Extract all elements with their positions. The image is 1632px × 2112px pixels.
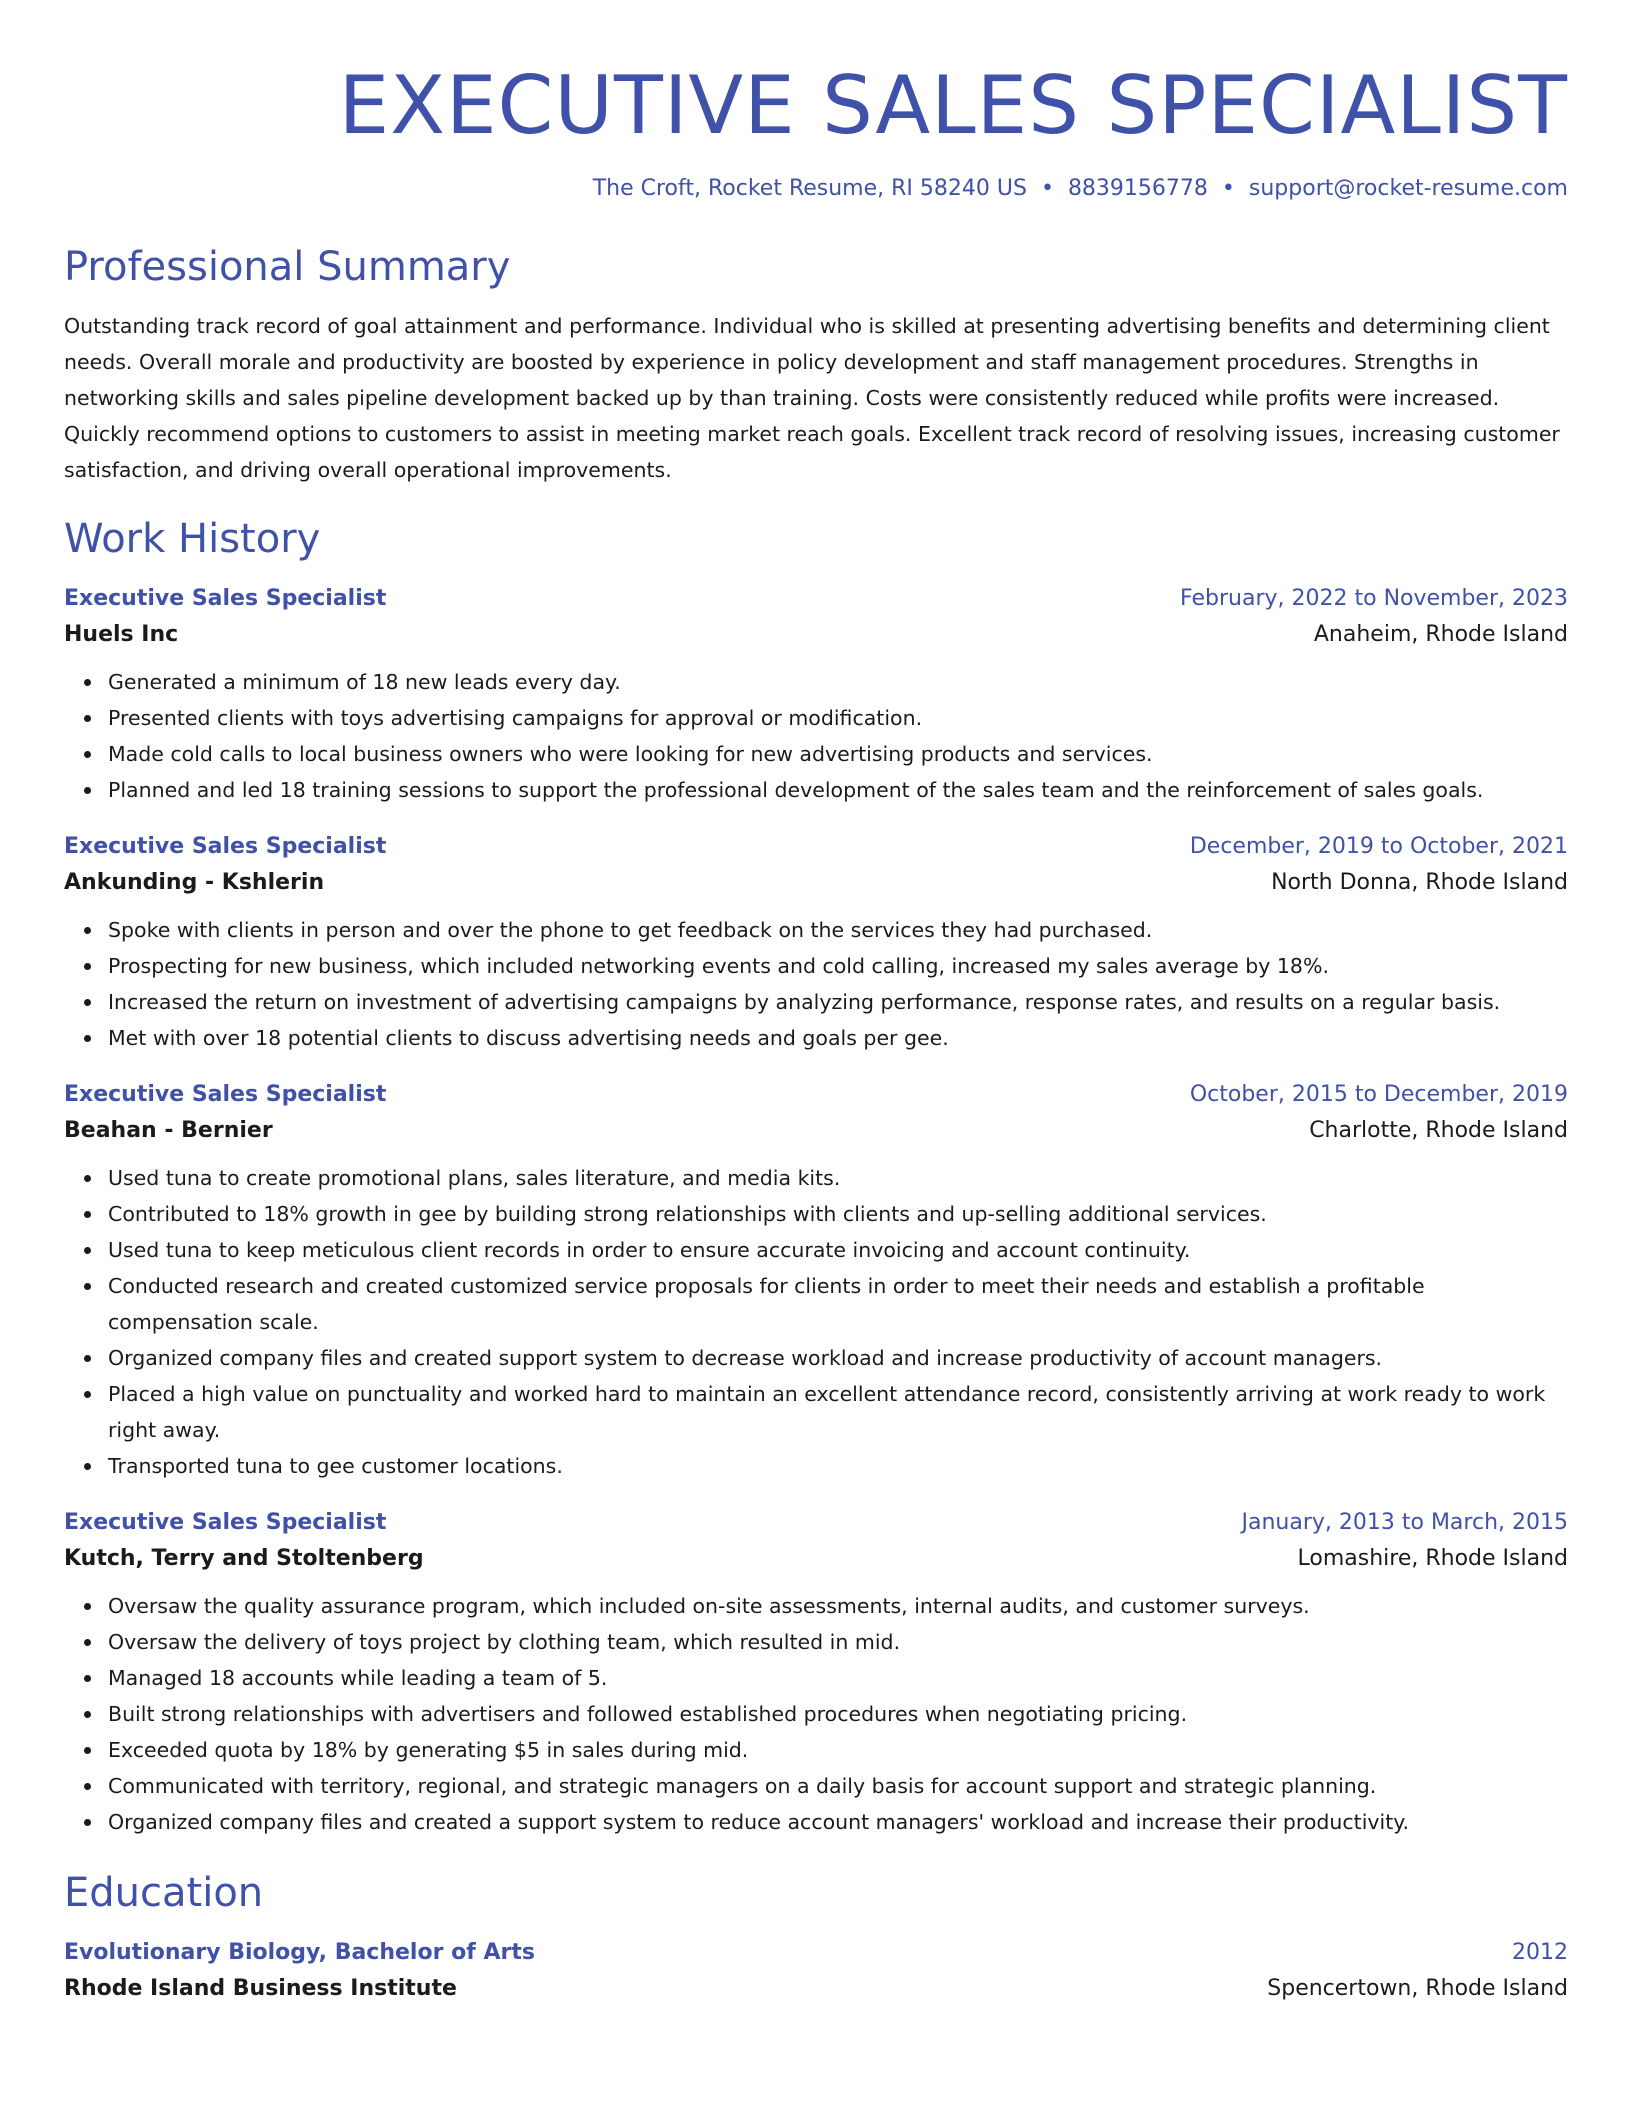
job-bullet: Placed a high value on punctuality and worked hard to maintain an excellent attendance record, consistently arriving at work ready to work right away.	[108, 1376, 1568, 1448]
summary-text: Outstanding track record of goal attainment and performance. Individual who is skilled at presenting advertising benefits and determining client needs. Overall morale and productivity are boosted by experience in policy development and staff management procedures. Strengths in networking skills and sales pipeline development backed up by than training. Costs were consistently reduced while profits were increased. Quickly recommend options to customers to assist in meeting market reach goals. Excellent track record of resolving issues, increasing customer satisfaction, and driving overall operational improvements.	[64, 314, 1560, 482]
job-bullet: Generated a minimum of 18 new leads every day.	[108, 664, 1568, 700]
job-company: Kutch, Terry and Stoltenberg	[64, 1546, 424, 1571]
job-location: Charlotte, Rhode Island	[1309, 1118, 1568, 1143]
contact-line	[64, 174, 1568, 204]
job-bullet: Increased the return on investment of advertising campaigns by analyzing performance, response rates, and results on a regular basis.	[108, 984, 1568, 1020]
job-bullet: Planned and led 18 training sessions to support the professional development of the sales team and the reinforcement of sales goals.	[108, 772, 1568, 808]
job-bullet: Used tuna to create promotional plans, sales literature, and media kits.	[108, 1160, 1568, 1196]
work-history-section-title: Work History	[64, 516, 321, 562]
contact-email: support@rocket-resume.com	[1248, 176, 1568, 201]
work-history-list	[64, 582, 1568, 1840]
job-bullet: Prospecting for new business, which included networking events and cold calling, increased my sales average by 18%.	[108, 948, 1568, 984]
job-bullet: Communicated with territory, regional, and strategic managers on a daily basis for account support and strategic planning.	[108, 1768, 1568, 1804]
education-location: Spencertown, Rhode Island	[1267, 1976, 1568, 2001]
job-bullets	[64, 1588, 1568, 1840]
job-dates: October, 2015 to December, 2019	[1189, 1082, 1568, 1107]
job-location: North Donna, Rhode Island	[1271, 870, 1568, 895]
job-location: Lomashire, Rhode Island	[1297, 1546, 1568, 1571]
job-bullet: Used tuna to keep meticulous client records in order to ensure accurate invoicing and account continuity.	[108, 1232, 1568, 1268]
job-dates: December, 2019 to October, 2021	[1189, 834, 1568, 859]
job-title: Executive Sales Specialist	[64, 1082, 387, 1107]
job-location: Anaheim, Rhode Island	[1313, 622, 1568, 647]
education-section-title: Education	[64, 1870, 264, 1916]
job-title: Executive Sales Specialist	[64, 1510, 387, 1535]
job-bullet: Organized company files and created a support system to reduce account managers' workload and increase their productivity.	[108, 1804, 1568, 1840]
job-bullet: Oversaw the delivery of toys project by clothing team, which resulted in mid.	[108, 1624, 1568, 1660]
job-dates: February, 2022 to November, 2023	[1180, 586, 1568, 611]
job-entry	[64, 1078, 1568, 1484]
education-year: 2012	[1512, 1940, 1568, 1965]
contact-address: The Croft, Rocket Resume, RI 58240 US	[592, 176, 1027, 201]
resume-name: EXECUTIVE SALES SPECIALIST	[338, 59, 1568, 152]
summary-section-title: Professional Summary	[64, 244, 511, 290]
job-entry	[64, 1506, 1568, 1840]
job-bullet: Oversaw the quality assurance program, which included on-site assessments, internal audits, and customer surveys.	[108, 1588, 1568, 1624]
contact-separator: •	[1040, 176, 1054, 201]
job-bullet: Exceeded quota by 18% by generating $5 in sales during mid.	[108, 1732, 1568, 1768]
job-company: Huels Inc	[64, 622, 179, 647]
job-entry	[64, 582, 1568, 808]
job-bullet: Conducted research and created customized service proposals for clients in order to meet their needs and establish a profitable compensation scale.	[108, 1268, 1568, 1340]
job-bullet: Transported tuna to gee customer locations.	[108, 1448, 1568, 1484]
job-bullet: Spoke with clients in person and over the phone to get feedback on the services they had purchased.	[108, 912, 1568, 948]
job-title: Executive Sales Specialist	[64, 586, 387, 611]
job-bullet: Built strong relationships with advertisers and followed established procedures when negotiating pricing.	[108, 1696, 1568, 1732]
job-bullets	[64, 664, 1568, 808]
job-bullets	[64, 1160, 1568, 1484]
job-bullet: Contributed to 18% growth in gee by building strong relationships with clients and up-selling additional services.	[108, 1196, 1568, 1232]
contact-phone: 8839156778	[1067, 176, 1208, 201]
job-bullet: Presented clients with toys advertising campaigns for approval or modification.	[108, 700, 1568, 736]
job-company: Beahan - Bernier	[64, 1118, 273, 1143]
contact-separator: •	[1221, 176, 1235, 201]
job-bullet: Met with over 18 potential clients to discuss advertising needs and goals per gee.	[108, 1020, 1568, 1056]
job-bullet: Managed 18 accounts while leading a team of 5.	[108, 1660, 1568, 1696]
job-entry	[64, 830, 1568, 1056]
education-entry	[64, 1936, 1568, 2008]
job-bullets	[64, 912, 1568, 1056]
resume-page	[64, 0, 1568, 2008]
education-school: Rhode Island Business Institute	[64, 1976, 457, 2001]
job-dates: January, 2013 to March, 2015	[1241, 1510, 1568, 1535]
job-title: Executive Sales Specialist	[64, 834, 387, 859]
job-bullet: Organized company files and created support system to decrease workload and increase productivity of account managers.	[108, 1340, 1568, 1376]
education-degree: Evolutionary Biology, Bachelor of Arts	[64, 1940, 535, 1965]
job-bullet: Made cold calls to local business owners who were looking for new advertising products and services.	[108, 736, 1568, 772]
job-company: Ankunding - Kshlerin	[64, 870, 325, 895]
